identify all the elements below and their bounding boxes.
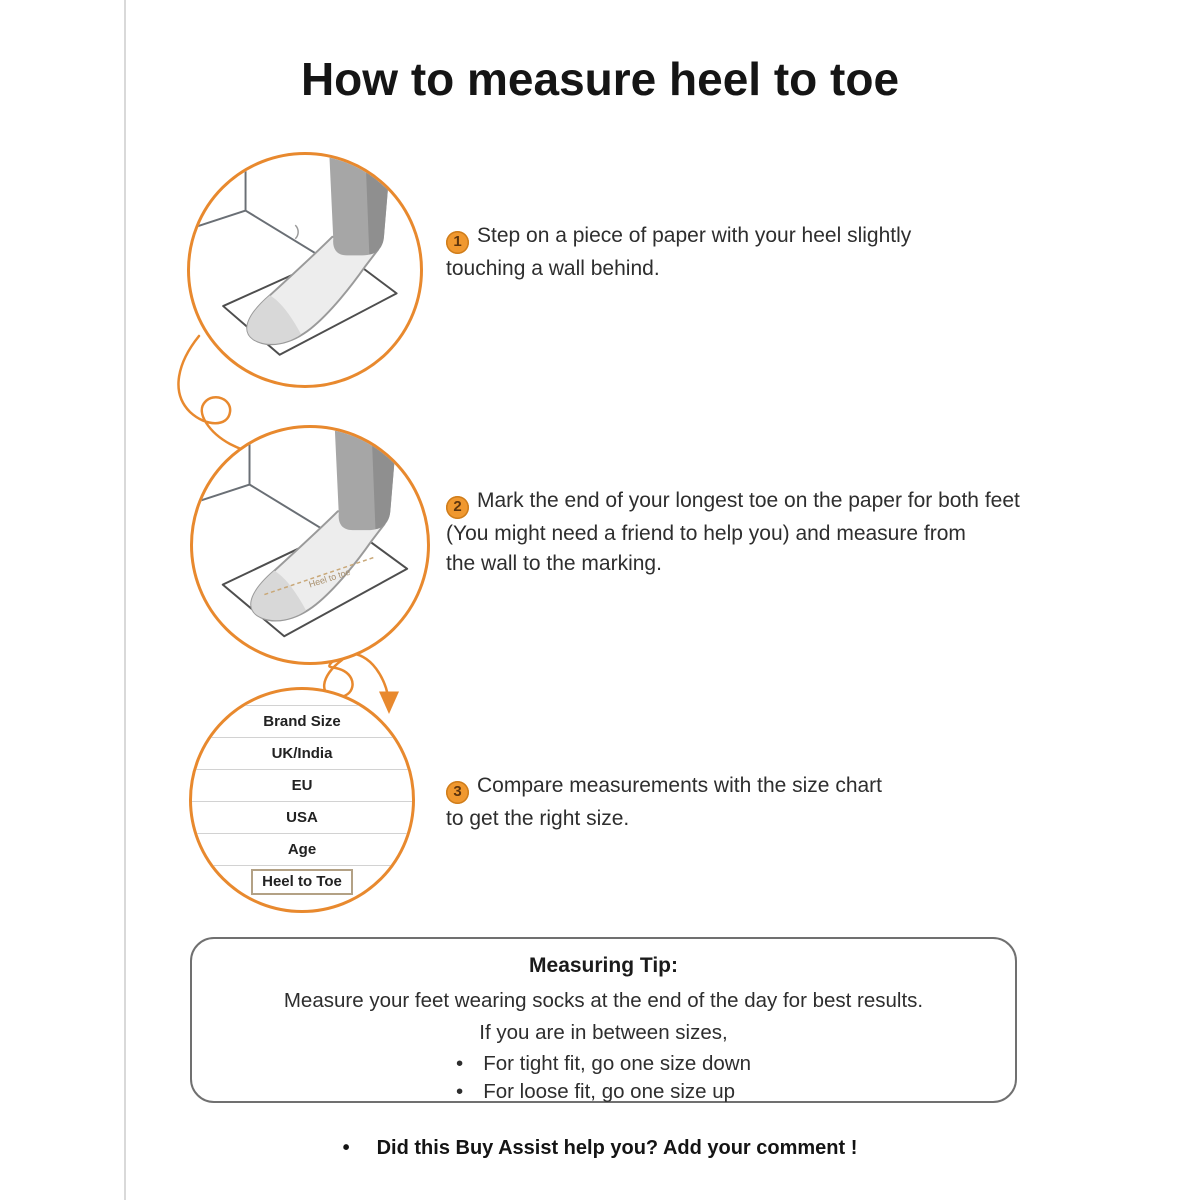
heel-to-toe-highlight-box: Heel to Toe <box>251 869 353 895</box>
left-page-divider <box>124 0 126 1200</box>
step-3-line: Compare measurements with the size chart <box>477 774 882 797</box>
size-chart-row-label: Brand Size <box>263 713 341 730</box>
wall-base-line <box>201 485 250 501</box>
footer-text: Did this Buy Assist help you? Add your comment ! <box>376 1137 858 1159</box>
page-title: How to measure heel to toe <box>300 53 900 105</box>
size-chart-row-highlighted <box>192 865 412 897</box>
size-chart-row-label: UK/India <box>271 745 333 762</box>
size-chart-row <box>192 833 412 865</box>
measuring-tip-bullet: • For tight fit, go one size down <box>456 1052 751 1076</box>
measuring-tip-bullet-list <box>456 1048 751 1104</box>
step-2-text <box>446 486 1076 580</box>
heel-to-toe-label: Heel to toe <box>307 566 352 590</box>
step-2-number-badge: 2 <box>446 496 469 519</box>
leg-shading <box>371 428 397 529</box>
step-1-line: Step on a piece of paper with your heel slightly <box>477 224 912 247</box>
step-2-line: (You might need a friend to help you) and measure from <box>446 521 966 545</box>
measuring-tip-bullet: • For loose fit, go one size up <box>456 1080 751 1104</box>
leg-shading <box>365 155 390 254</box>
step-2-illustration-circle <box>190 425 430 665</box>
step-1-number-badge: 1 <box>446 231 469 254</box>
size-chart-row-label: USA <box>286 809 318 826</box>
step-2-line: the wall to the marking. <box>446 552 662 576</box>
measuring-tip-subline: If you are in between sizes, <box>479 1021 728 1044</box>
ankle-detail <box>295 225 298 239</box>
foot-measure-illustration <box>193 428 427 662</box>
step-1-text <box>446 221 966 284</box>
size-chart-row <box>192 705 412 737</box>
size-chart-row <box>192 737 412 769</box>
bullet-icon <box>343 1137 350 1159</box>
measuring-tip-line: Measure your feet wearing socks at the end of the day for best results. <box>283 989 924 1012</box>
size-chart-row-label: Age <box>287 841 317 858</box>
step-1-illustration-circle <box>187 152 423 388</box>
measuring-tip-box <box>190 937 1017 1103</box>
wall-base-line <box>198 211 246 227</box>
footer-note <box>0 1137 1200 1160</box>
size-chart-circle <box>189 687 415 913</box>
size-chart-row-label: EU <box>291 777 313 794</box>
size-chart-row <box>192 801 412 833</box>
step-3-number-badge: 3 <box>446 781 469 804</box>
size-chart-row <box>192 769 412 801</box>
step-3-line: to get the right size. <box>446 806 630 830</box>
step-2-line: Mark the end of your longest toe on the paper for both feet <box>477 489 1020 512</box>
step-3-text <box>446 771 946 834</box>
step-1-line: touching a wall behind. <box>446 256 660 280</box>
foot-on-paper-illustration <box>190 155 420 385</box>
measuring-tip-title: Measuring Tip: <box>529 954 678 977</box>
size-chart-table <box>192 705 412 897</box>
